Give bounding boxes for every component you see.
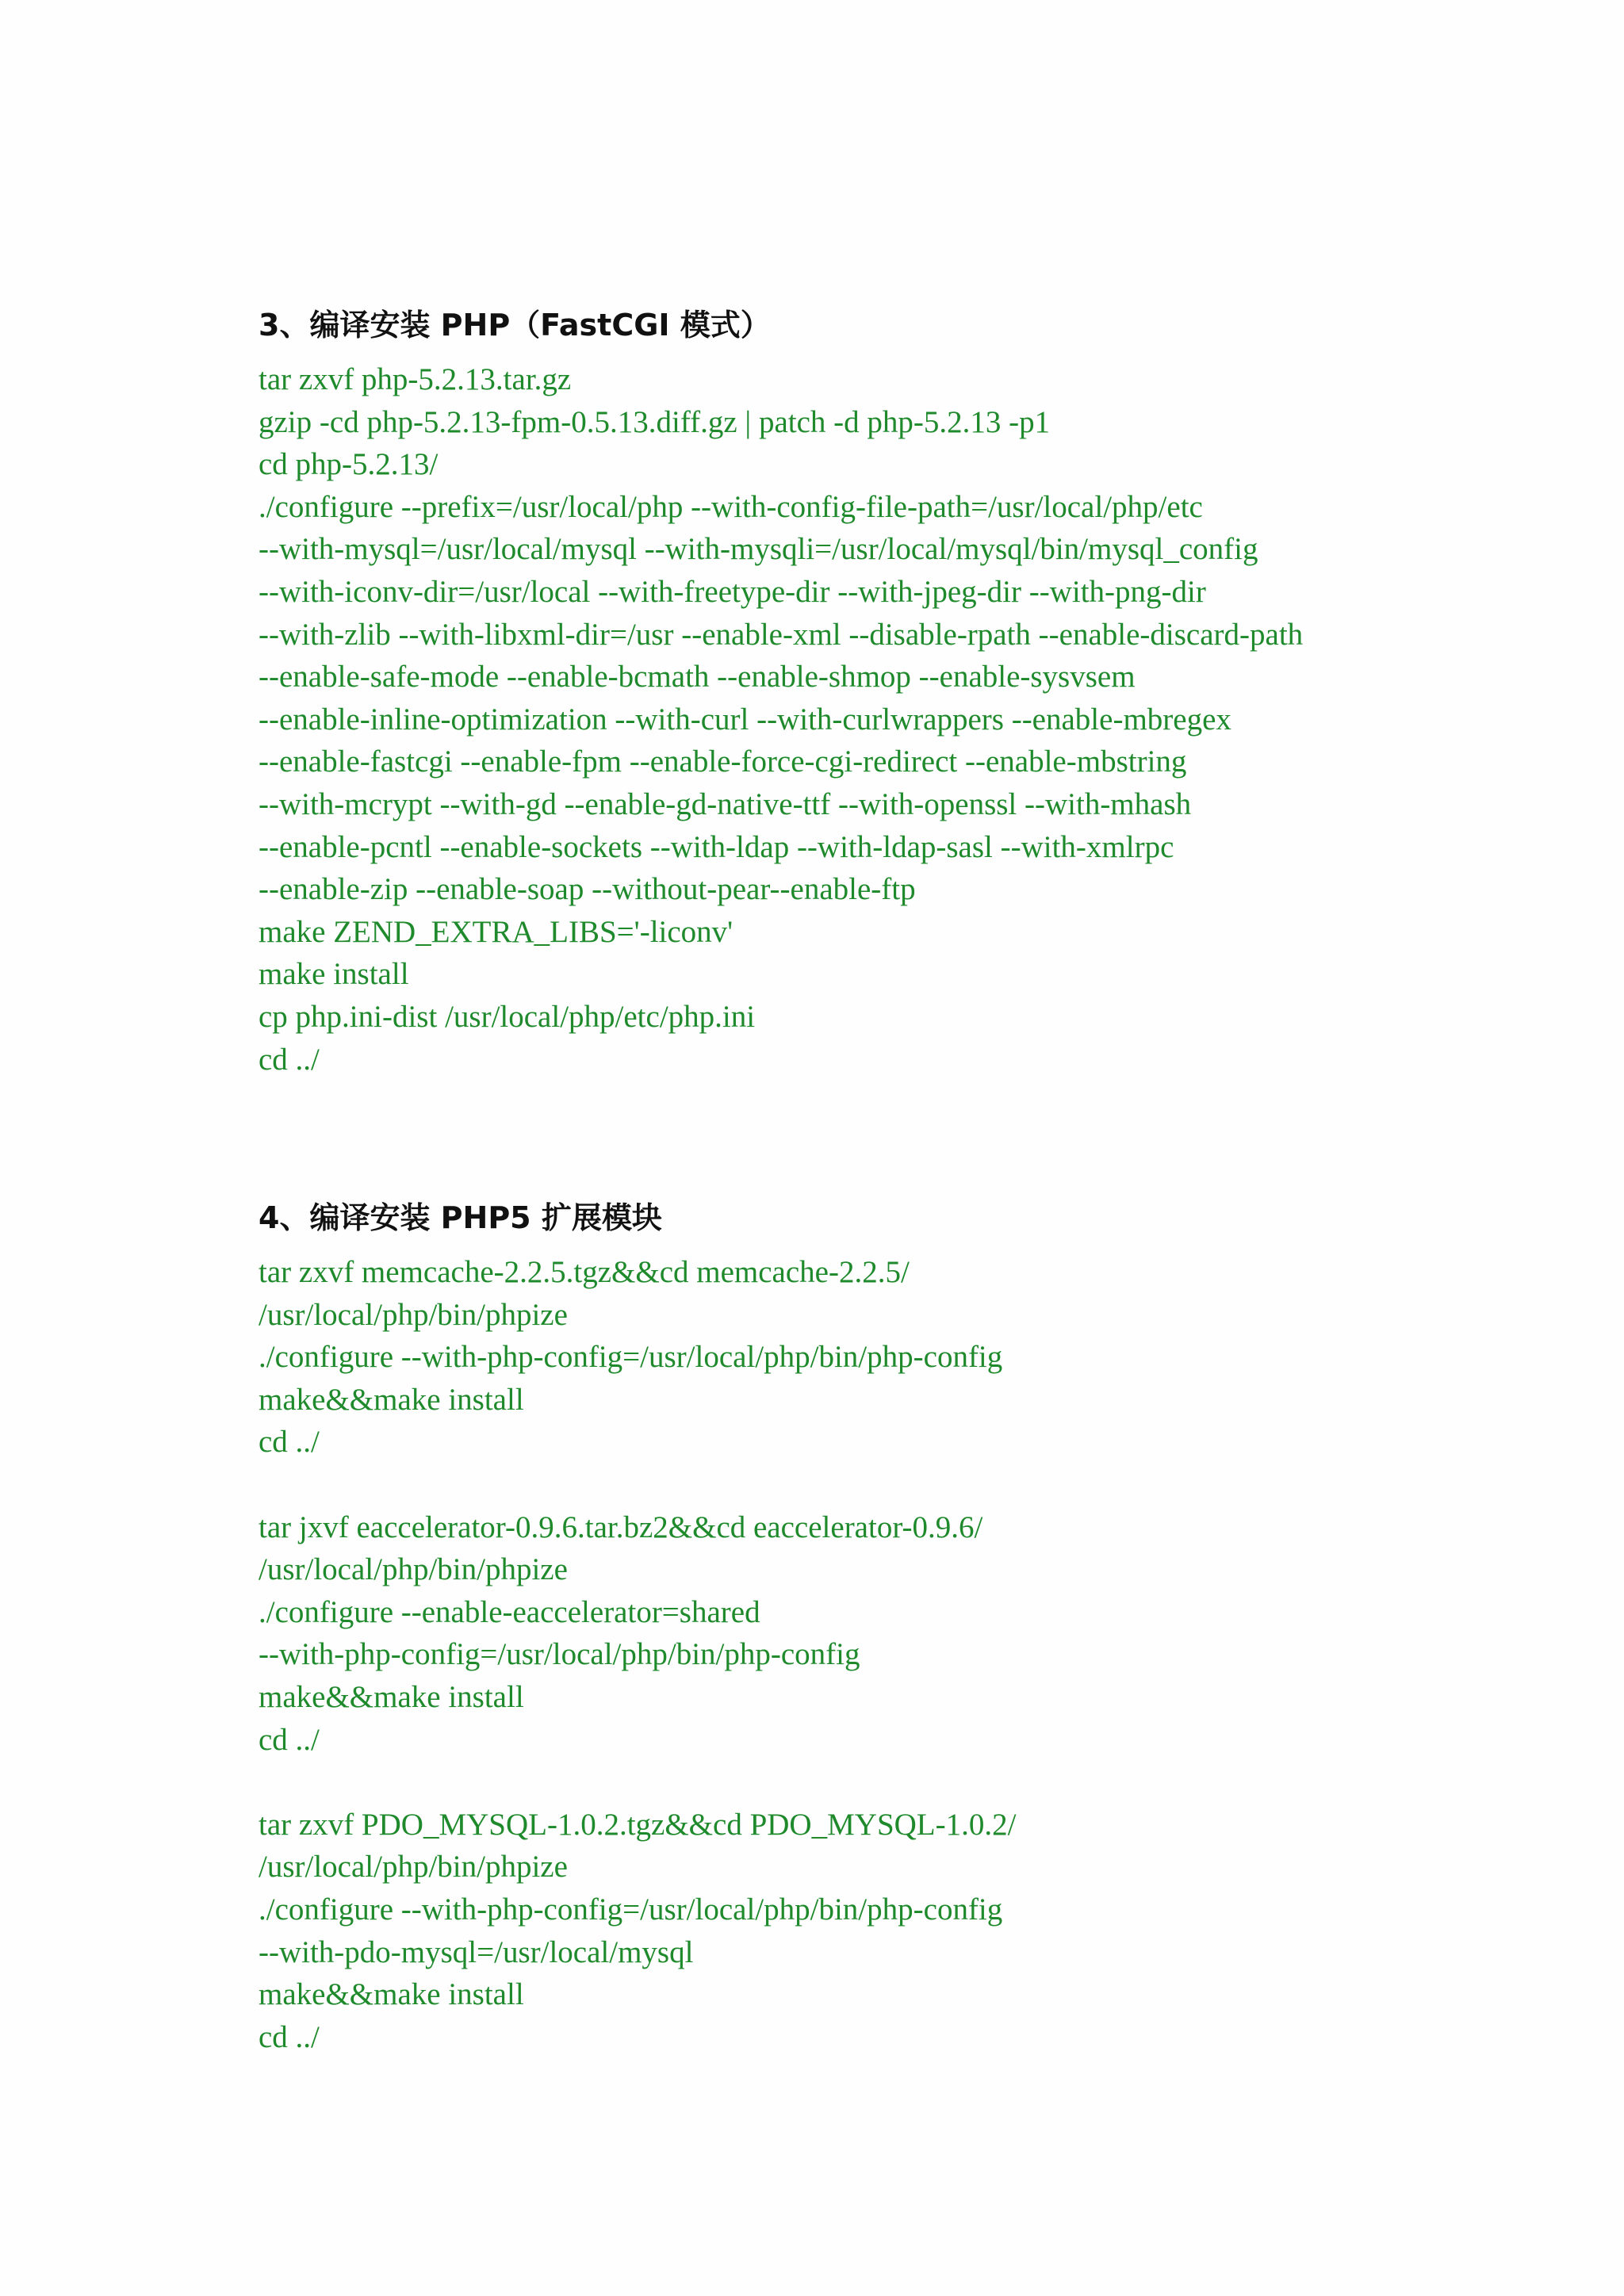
code-line: --with-mcrypt --with-gd --enable-gd-native-ttf --with-openssl --with-mhash [259,786,1192,821]
spacer [259,1761,1529,1804]
section-3 [259,304,1529,1081]
code-line: cd ../ [259,1425,320,1460]
pdo-mysql-code-block [259,1804,1529,2059]
code-line: --with-mysql=/usr/local/mysql --with-mysqli=/usr/local/mysql/bin/mysql_config [259,532,1258,567]
code-line: ./configure --with-php-config=/usr/local/php/bin/php-config [259,1892,1003,1927]
code-line: tar jxvf eaccelerator-0.9.6.tar.bz2&&cd eaccelerator-0.9.6/ [259,1510,983,1544]
eaccelerator-code-block [259,1506,1529,1762]
code-line: --with-php-config=/usr/local/php/bin/php-config [259,1637,860,1672]
code-line: make&&make install [259,1679,524,1714]
code-line: --enable-fastcgi --enable-fpm --enable-force-cgi-redirect --enable-mbstring [259,744,1187,779]
code-line: ./configure --enable-eaccelerator=shared [259,1594,760,1629]
code-line: /usr/local/php/bin/phpize [259,1850,568,1885]
code-line: gzip -cd php-5.2.13-fpm-0.5.13.diff.gz | patch -d php-5.2.13 -p1 [259,404,1051,439]
section-4-heading: 4、编译安装 PHP5 扩展模块 [259,1200,662,1235]
code-line: /usr/local/php/bin/phpize [259,1297,568,1332]
code-line: ./configure --prefix=/usr/local/php --with-config-file-path=/usr/local/php/etc [259,489,1203,524]
code-line: cd php-5.2.13/ [259,447,439,482]
code-line: tar zxvf php-5.2.13.tar.gz [259,362,572,396]
code-line: make ZEND_EXTRA_LIBS='-liconv' [259,914,733,949]
code-line: cd ../ [259,1722,320,1757]
code-line: make install [259,957,409,992]
code-line: tar zxvf memcache-2.2.5.tgz&&cd memcache-2.2.5/ [259,1255,910,1289]
code-line: --enable-inline-optimization --with-curl --with-curlwrappers --enable-mbregex [259,702,1231,737]
code-line: --enable-pcntl --enable-sockets --with-ldap --with-ldap-sasl --with-xmlrpc [259,829,1174,864]
code-line: cd ../ [259,1042,320,1077]
code-line: tar zxvf PDO_MYSQL-1.0.2.tgz&&cd PDO_MYSQL-1.0.2/ [259,1807,1017,1842]
memcache-code-block [259,1251,1529,1464]
code-line: --with-pdo-mysql=/usr/local/mysql [259,1934,694,1969]
code-line: /usr/local/php/bin/phpize [259,1552,568,1587]
code-line: ./configure --with-php-config=/usr/local/php/bin/php-config [259,1340,1003,1375]
code-line: make&&make install [259,1977,524,2012]
code-line: --enable-safe-mode --enable-bcmath --enable-shmop --enable-sysvsem [259,660,1136,695]
spacer [259,1464,1529,1506]
code-line: --with-zlib --with-libxml-dir=/usr --enable-xml --disable-rpath --enable-discard-path [259,617,1304,652]
code-line: --enable-zip --enable-soap --without-pear--enable-ftp [259,872,916,907]
section-3-code-block [259,358,1529,1081]
code-line: --with-iconv-dir=/usr/local --with-freetype-dir --with-jpeg-dir --with-png-dir [259,574,1206,609]
section-4 [259,1197,1529,2058]
code-line: cd ../ [259,2019,320,2054]
section-3-heading: 3、编译安装 PHP（FastCGI 模式） [259,308,771,342]
code-line: make&&make install [259,1382,524,1417]
code-line: cp php.ini-dist /usr/local/php/etc/php.ini [259,999,756,1034]
